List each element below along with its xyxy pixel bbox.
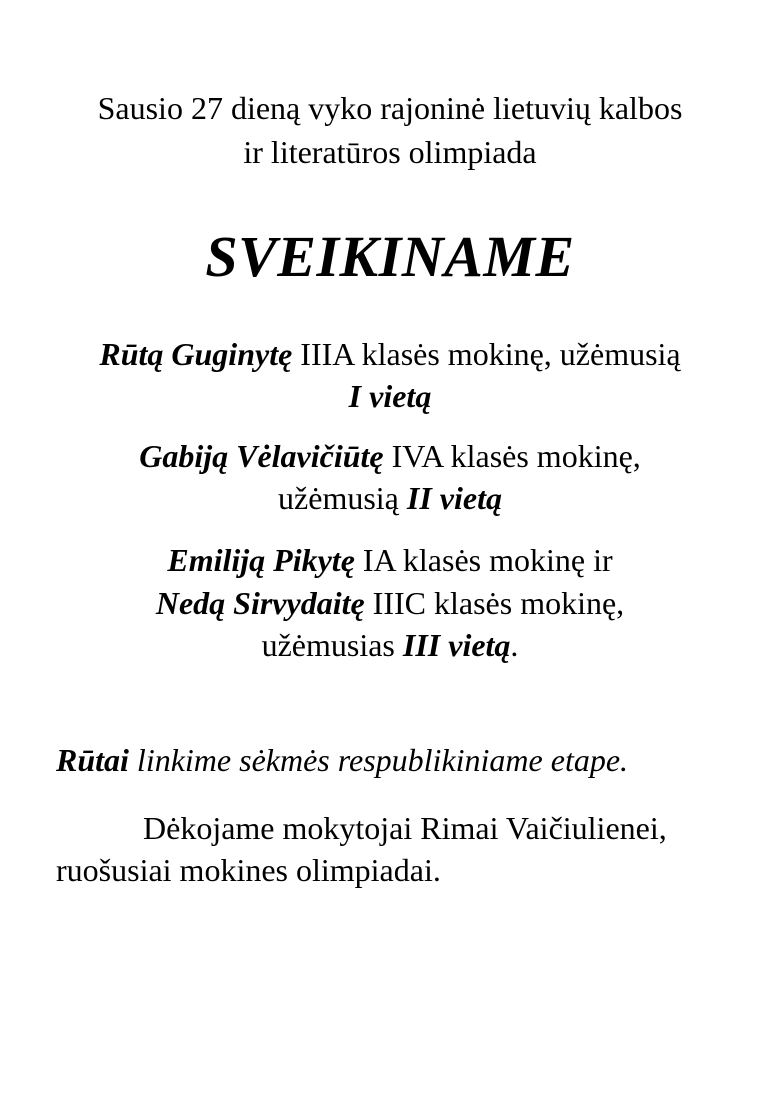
winner-2-line-2	[0, 478, 780, 518]
winner-1-name: Rūtą Guginytę	[99, 336, 293, 372]
winner-1-line-2	[0, 376, 780, 416]
winner-1-place: I vietą	[348, 378, 432, 414]
winner-4-name: Nedą Sirvydaitę	[155, 585, 365, 621]
intro-line-1: Sausio 27 dieną vyko rajoninė lietuvių kalbos	[97, 90, 683, 126]
winner-4-desc: IIIC klasės mokinę,	[364, 585, 625, 621]
wish-name: Rūtai	[56, 742, 129, 778]
winner-2-desc-2: užėmusią	[278, 480, 407, 516]
winner-2-desc: IVA klasės mokinę,	[383, 438, 641, 474]
thanks-line-1: Dėkojame mokytojai Rimai Vaičiulienei,	[143, 810, 667, 846]
winner-1-desc: IIIA klasės mokinę, užėmusią	[292, 336, 681, 372]
winner-3-line-2	[0, 583, 780, 623]
winner-1-line-1	[0, 334, 780, 374]
intro-line-2: ir literatūros olimpiada	[243, 134, 537, 170]
page-title: SVEIKINAME	[205, 224, 575, 289]
winner-3-end: .	[510, 627, 519, 663]
wish-line	[56, 740, 628, 780]
winner-3-place: III vietą	[402, 627, 511, 663]
winner-3-line-1	[0, 540, 780, 580]
winner-2-place: II vietą	[406, 480, 502, 516]
winner-3-desc: IA klasės mokinę ir	[354, 542, 613, 578]
winner-3-desc-3: užėmusias	[261, 627, 403, 663]
winner-2-name: Gabiją Vėlavičiūtę	[139, 438, 384, 474]
winner-3-name: Emiliją Pikytę	[167, 542, 355, 578]
thanks-line-2: ruošusiai mokines olimpiadai.	[56, 852, 441, 888]
wish-text: linkime sėkmės respublikiniame etape.	[128, 742, 629, 778]
winner-3-line-3	[0, 625, 780, 665]
winner-2-line-1	[0, 436, 780, 476]
